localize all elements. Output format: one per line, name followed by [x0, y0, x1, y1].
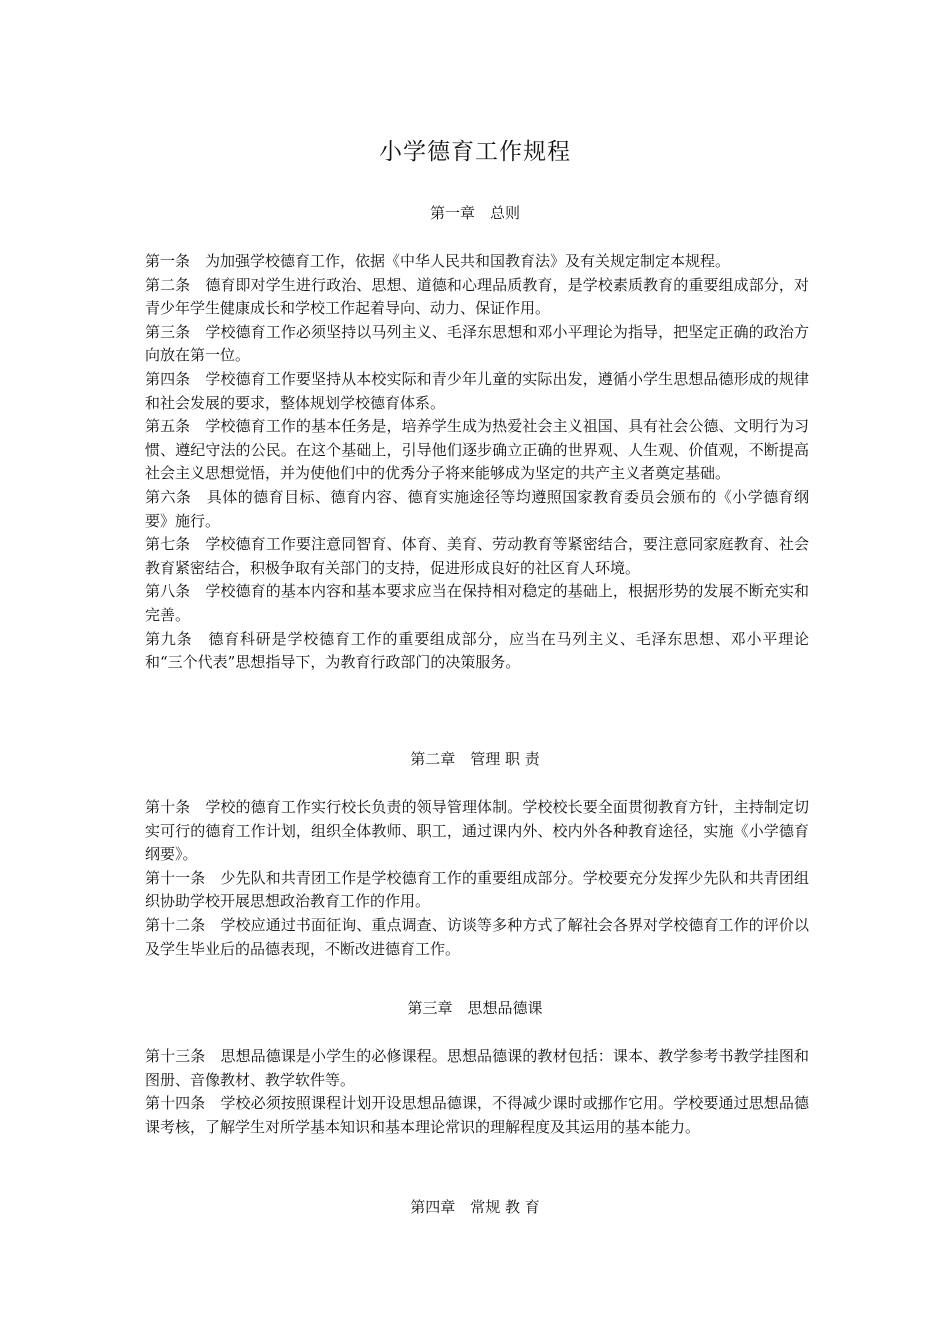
- article-11: 第十一条 少先队和共青团工作是学校德育工作的重要组成部分。学校要充分发挥少先队和共青团组织协助学校开展思想政治教育工作的作用。: [145, 868, 809, 911]
- article-8: 第八条 学校德育的基本内容和基本要求应当在保持相对稳定的基础上，根据形势的发展不断充实和完善。: [145, 582, 809, 624]
- article-1: 第一条 为加强学校德育工作，依据《中华人民共和国教育法》及有关规定制定本规程。: [145, 252, 731, 270]
- article-13: 第十三条 思想品德课是小学生的必修课程。思想品德课的教材包括：课本、教学参考书教学挂图和图册、音像教材、教学软件等。: [145, 1047, 809, 1089]
- article-3: 第三条 学校德育工作必须坚持以马列主义、毛泽东思想和邓小平理论为指导，把坚定正确的政治方向放在第一位。: [145, 322, 809, 365]
- chapter-1-articles: [145, 250, 809, 675]
- chapter-heading-2: 第二章 管理 职 责: [410, 750, 540, 768]
- article-9: 第九条 德育科研是学校德育工作的重要组成部分，应当在马列主义、毛泽东思想、邓小平理论和“三个代表”思想指导下，为教育行政部门的决策服务。: [145, 629, 809, 672]
- article-7: 第七条 学校德育工作要注意同智育、体育、美育、劳动教育等紧密结合，要注意同家庭教育、社会教育紧密结合，积极争取有关部门的支持，促进形成良好的社区育人环境。: [145, 535, 809, 577]
- document-title: 小学德育工作规程: [379, 139, 571, 165]
- chapter-3-articles: [145, 1045, 809, 1139]
- article-12: 第十二条 学校应通过书面征询、重点调查、访谈等多种方式了解社会各界对学校德育工作的评价以及学生毕业后的品德表现，不断改进德育工作。: [145, 915, 809, 958]
- article-5: 第五条 学校德育工作的基本任务是，培养学生成为热爱社会主义祖国、具有社会公德、文明行为习惯、遵纪守法的公民。在这个基础上，引导他们逐步确立正确的世界观、人生观、价值观，不断提高社会主义思想觉悟，并为使他们中的优秀分子将来能够成为坚定的共产主义者奠定基础。: [145, 417, 809, 483]
- chapter-heading-3: 第三章 思想品德课: [407, 999, 543, 1017]
- article-4: 第四条 学校德育工作要坚持从本校实际和青少年儿童的实际出发，遵循小学生思想品德形成的规律和社会发展的要求，整体规划学校德育体系。: [145, 369, 809, 412]
- chapter-2-articles: [145, 796, 809, 961]
- chapter-heading-4: 第四章 常规 教 育: [410, 1198, 540, 1216]
- article-2: 第二条 德育即对学生进行政治、思想、道德和心理品质教育，是学校素质教育的重要组成部分，对青少年学生健康成长和学校工作起着导向、动力、保证作用。: [145, 275, 809, 318]
- article-14: 第十四条 学校必须按照课程计划开设思想品德课，不得减少课时或挪作它用。学校要通过思想品德课考核，了解学生对所学基本知识和基本理论常识的理解程度及其运用的基本能力。: [145, 1094, 809, 1136]
- article-6: 第六条 具体的德育目标、德育内容、德育实施途径等均遵照国家教育委员会颁布的《小学德育纲要》施行。: [145, 487, 809, 530]
- article-10: 第十条 学校的德育工作实行校长负责的领导管理体制。学校校长要全面贯彻教育方针，主持制定切实可行的德育工作计划，组织全体教师、职工，通过课内外、校内外各种教育途径，实施《小学德育纲要》。: [145, 798, 809, 864]
- chapter-heading-1: 第一章 总则: [429, 204, 520, 222]
